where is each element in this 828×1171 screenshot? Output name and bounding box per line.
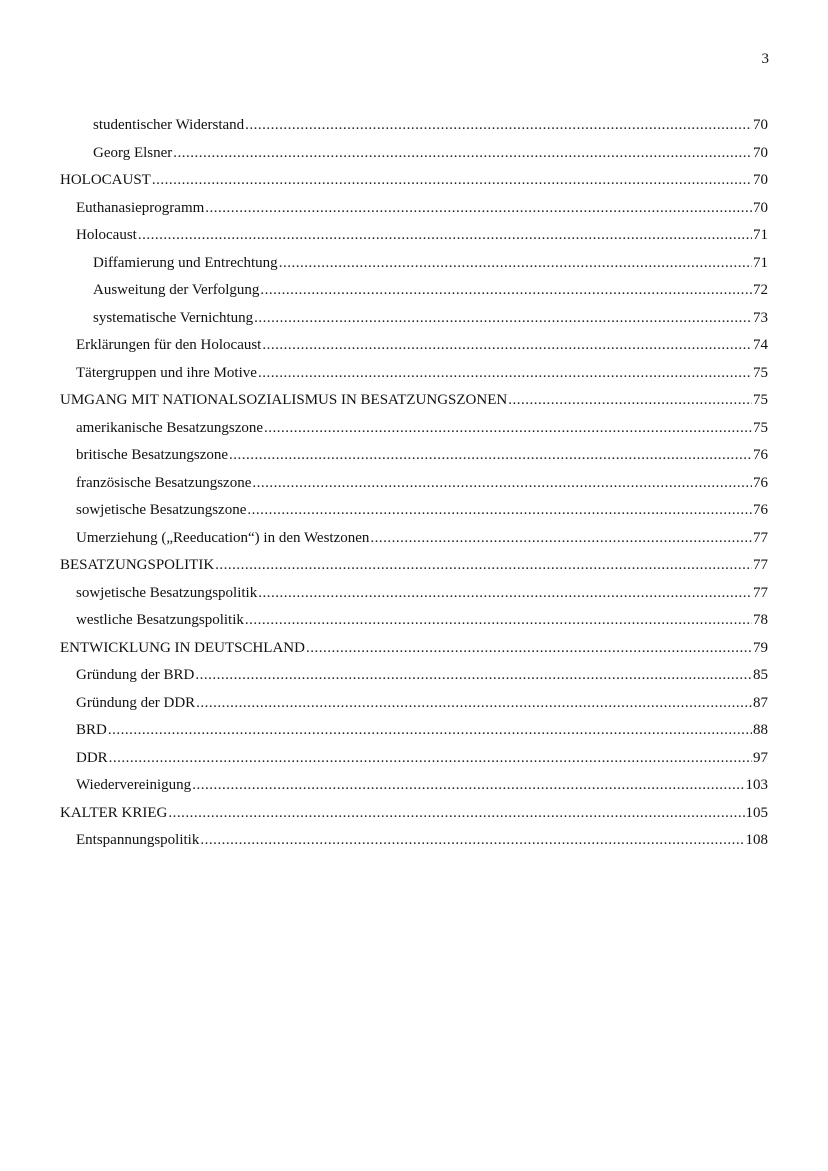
toc-entry-page: 75 — [753, 392, 768, 408]
toc-entry-title: britische Besatzungszone — [76, 447, 229, 463]
toc-entry-page: 85 — [753, 667, 768, 683]
toc-entry[interactable] — [60, 525, 768, 553]
toc-dot-leader — [264, 415, 752, 443]
toc-entry-page: 76 — [753, 447, 768, 463]
toc-entry[interactable] — [60, 167, 768, 195]
toc-dot-leader — [260, 277, 752, 305]
toc-entry[interactable] — [60, 552, 768, 580]
toc-entry-title: Gründung der DDR — [76, 694, 196, 711]
toc-entry-title: sowjetische Besatzungszone — [76, 502, 247, 518]
toc-entry[interactable] — [60, 772, 768, 800]
toc-entry[interactable] — [60, 800, 768, 828]
toc-entry-title: DDR — [76, 749, 108, 766]
toc-entry-title: Umerziehung („Reeducation“) in den Westzonen — [76, 529, 370, 546]
toc-dot-leader — [229, 442, 752, 470]
table-of-contents — [60, 112, 768, 855]
toc-entry-page: 70 — [753, 117, 768, 133]
toc-entry-title: BRD — [76, 722, 107, 738]
toc-dot-leader — [205, 195, 752, 223]
toc-entry[interactable] — [60, 827, 768, 855]
toc-entry-title: Diffamierung und Entrechtung — [93, 254, 278, 271]
toc-entry[interactable] — [60, 140, 768, 168]
toc-entry-page: 87 — [753, 694, 768, 711]
toc-dot-leader — [109, 745, 752, 773]
toc-dot-leader — [215, 552, 752, 580]
toc-entry-title: ENTWICKLUNG IN DEUTSCHLAND — [60, 639, 305, 656]
toc-dot-leader — [195, 662, 752, 690]
toc-entry-page: 77 — [753, 557, 768, 573]
toc-dot-leader — [279, 250, 752, 278]
toc-dot-leader — [168, 800, 744, 828]
toc-dot-leader — [508, 387, 752, 415]
toc-entry-page: 75 — [753, 419, 768, 436]
toc-entry-title: HOLOCAUST — [60, 172, 151, 188]
toc-entry-title: Gründung der BRD — [76, 667, 195, 683]
toc-entry[interactable] — [60, 442, 768, 470]
toc-dot-leader — [258, 580, 752, 608]
toc-entry[interactable] — [60, 250, 768, 278]
toc-entry[interactable] — [60, 607, 768, 635]
toc-dot-leader — [262, 332, 752, 360]
toc-entry-title: Holocaust — [76, 227, 137, 243]
toc-entry-title: Entspannungspolitik — [76, 832, 200, 848]
toc-entry-page: 70 — [753, 199, 768, 216]
toc-entry[interactable] — [60, 415, 768, 443]
toc-dot-leader — [200, 827, 744, 855]
toc-entry-page: 75 — [753, 364, 768, 381]
toc-dot-leader — [138, 222, 752, 250]
toc-dot-leader — [245, 607, 752, 635]
toc-dot-leader — [152, 167, 752, 195]
toc-entry-page: 76 — [753, 474, 768, 491]
toc-entry[interactable] — [60, 387, 768, 415]
toc-entry[interactable] — [60, 332, 768, 360]
toc-dot-leader — [196, 690, 752, 718]
toc-entry-page: 71 — [753, 227, 768, 243]
toc-entry[interactable] — [60, 195, 768, 223]
toc-entry-title: amerikanische Besatzungszone — [76, 419, 264, 436]
toc-entry[interactable] — [60, 277, 768, 305]
toc-dot-leader — [306, 635, 752, 663]
toc-entry[interactable] — [60, 222, 768, 250]
toc-dot-leader — [370, 525, 752, 553]
toc-entry-page: 108 — [745, 832, 768, 848]
toc-entry-page: 72 — [753, 282, 768, 298]
toc-entry-title: Tätergruppen und ihre Motive — [76, 364, 257, 381]
toc-entry[interactable] — [60, 635, 768, 663]
toc-entry[interactable] — [60, 580, 768, 608]
toc-entry-page: 77 — [753, 584, 768, 601]
toc-entry-page: 70 — [753, 172, 768, 188]
toc-entry-title: KALTER KRIEG — [60, 804, 168, 821]
toc-entry-title: systematische Vernichtung — [93, 309, 254, 326]
toc-entry[interactable] — [60, 497, 768, 525]
page-number: 3 — [761, 51, 769, 67]
toc-entry-title: studentischer Widerstand — [93, 117, 245, 133]
toc-entry-page: 71 — [753, 254, 768, 271]
toc-entry-page: 78 — [753, 612, 768, 628]
toc-entry-page: 77 — [753, 529, 768, 546]
toc-entry-title: sowjetische Besatzungspolitik — [76, 584, 258, 601]
toc-dot-leader — [108, 717, 752, 745]
toc-entry-title: Wiedervereinigung — [76, 777, 192, 793]
toc-dot-leader — [192, 772, 744, 800]
toc-entry-page: 88 — [753, 722, 768, 738]
toc-entry-page: 103 — [745, 777, 768, 793]
toc-entry-title: Erklärungen für den Holocaust — [76, 337, 262, 353]
toc-entry[interactable] — [60, 662, 768, 690]
toc-entry-title: Ausweitung der Verfolgung — [93, 282, 260, 298]
toc-entry-title: UMGANG MIT NATIONALSOZIALISMUS IN BESATZUNGSZONEN — [60, 392, 508, 408]
toc-entry-page: 97 — [753, 749, 768, 766]
toc-entry-page: 74 — [753, 337, 768, 353]
toc-entry[interactable] — [60, 690, 768, 718]
toc-entry-title: Euthanasieprogramm — [76, 199, 205, 216]
toc-entry-title: BESATZUNGSPOLITIK — [60, 557, 215, 573]
toc-entry[interactable] — [60, 360, 768, 388]
toc-entry[interactable] — [60, 745, 768, 773]
toc-entry-page: 105 — [745, 804, 768, 821]
toc-entry-title: westliche Besatzungspolitik — [76, 612, 244, 628]
toc-entry[interactable] — [60, 305, 768, 333]
toc-entry-page: 79 — [753, 639, 768, 656]
toc-dot-leader — [173, 140, 752, 168]
toc-entry-page: 76 — [753, 502, 768, 518]
toc-entry-page: 70 — [753, 144, 768, 161]
toc-entry-title: Georg Elsner — [93, 144, 173, 161]
toc-entry[interactable] — [60, 717, 768, 745]
toc-dot-leader — [258, 360, 752, 388]
toc-entry[interactable] — [60, 112, 768, 140]
toc-dot-leader — [252, 470, 752, 498]
toc-dot-leader — [254, 305, 752, 333]
toc-entry-title: französische Besatzungszone — [76, 474, 252, 491]
toc-entry[interactable] — [60, 470, 768, 498]
toc-entry-page: 73 — [753, 309, 768, 326]
toc-dot-leader — [245, 112, 752, 140]
toc-dot-leader — [247, 497, 752, 525]
